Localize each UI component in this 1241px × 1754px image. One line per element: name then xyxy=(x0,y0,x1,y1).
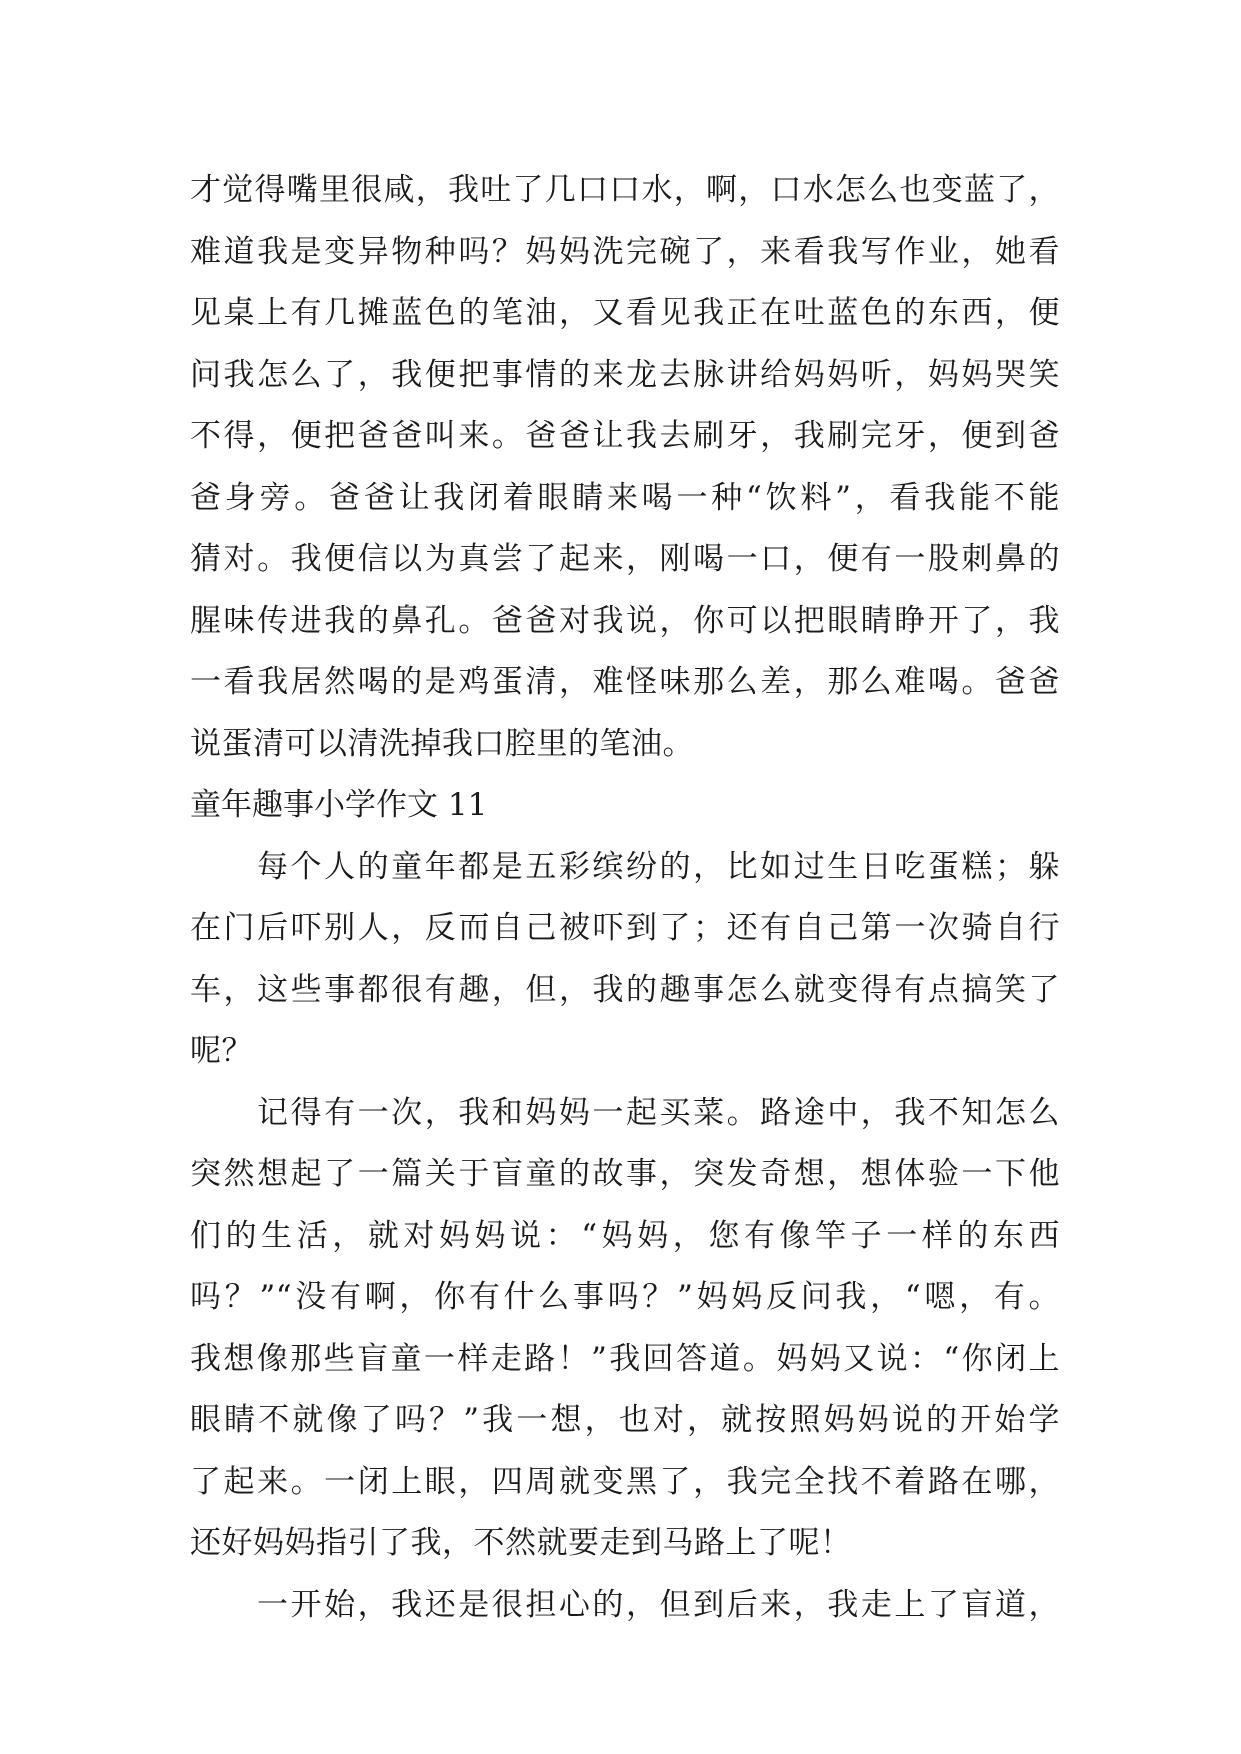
text-line: 们的生活，就对妈妈说：“妈妈，您有像竿子一样的东西 xyxy=(190,1217,1060,1254)
text-line: 眼睛不就像了吗？”我一想，也对，就按照妈妈说的开始学 xyxy=(190,1402,1060,1438)
text-line: 在门后吓别人，反而自己被吓到了；还有自己第一次骑自行 xyxy=(190,910,1060,946)
paragraph xyxy=(190,837,1060,1083)
text-line: 呢？ xyxy=(190,1033,253,1069)
text-line: 难道我是变异物种吗？妈妈洗完碗了，来看我写作业，她看 xyxy=(190,233,1060,270)
text-line: 还好妈妈指引了我，不然就要走到马路上了呢！ xyxy=(190,1525,852,1561)
text-line: 了起来。一闭上眼，四周就变黑了，我完全找不着路在哪， xyxy=(190,1463,1060,1500)
text-line: 我想像那些盲童一样走路！”我回答道。妈妈又说：“你闭上 xyxy=(190,1340,1060,1377)
text-line: 才觉得嘴里很咸，我吐了几口口水，啊，口水怎么也变蓝了， xyxy=(190,172,1060,208)
text-line: 突然想起了一篇关于盲童的故事，突发奇想，想体验一下他 xyxy=(190,1156,1060,1192)
text-line: 一看我居然喝的是鸡蛋清，难怪味那么差，那么难喝。爸爸 xyxy=(190,664,1060,700)
text-line: 不得，便把爸爸叫来。爸爸让我去刷牙，我刷完牙，便到爸 xyxy=(190,418,1060,454)
text-line: 记得有一次，我和妈妈一起买菜。路途中，我不知怎么 xyxy=(257,1094,1060,1131)
text-line: 吗？”“没有啊，你有什么事吗？”妈妈反问我，“嗯，有。 xyxy=(190,1279,1060,1315)
text-line: 爸身旁。爸爸让我闭着眼睛来喝一种“饮料”，看我能不能 xyxy=(190,479,1060,516)
text-line: 说蛋清可以清洗掉我口腔里的笔油。 xyxy=(190,725,694,762)
text-line: 一开始，我还是很担心的，但到后来，我走上了盲道， xyxy=(257,1586,1060,1623)
section-heading: 童年趣事小学作文 11 xyxy=(190,787,488,823)
text-line: 每个人的童年都是五彩缤纷的，比如过生日吃蛋糕；躲 xyxy=(257,848,1060,885)
paragraph xyxy=(190,1575,1060,1637)
document-body xyxy=(190,160,1060,1636)
text-line: 见桌上有几摊蓝色的笔油，又看见我正在吐蓝色的东西，便 xyxy=(190,295,1060,331)
text-line: 问我怎么了，我便把事情的来龙去脉讲给妈妈听，妈妈哭笑 xyxy=(190,356,1060,393)
text-line: 猜对。我便信以为真尝了起来，刚喝一口，便有一股刺鼻的 xyxy=(190,541,1060,577)
text-line: 腥味传进我的鼻孔。爸爸对我说，你可以把眼睛睁开了，我 xyxy=(190,602,1060,639)
paragraph-continuation xyxy=(190,160,1060,775)
text-line: 车，这些事都很有趣，但，我的趣事怎么就变得有点搞笑了 xyxy=(190,971,1060,1008)
paragraph xyxy=(190,1083,1060,1575)
